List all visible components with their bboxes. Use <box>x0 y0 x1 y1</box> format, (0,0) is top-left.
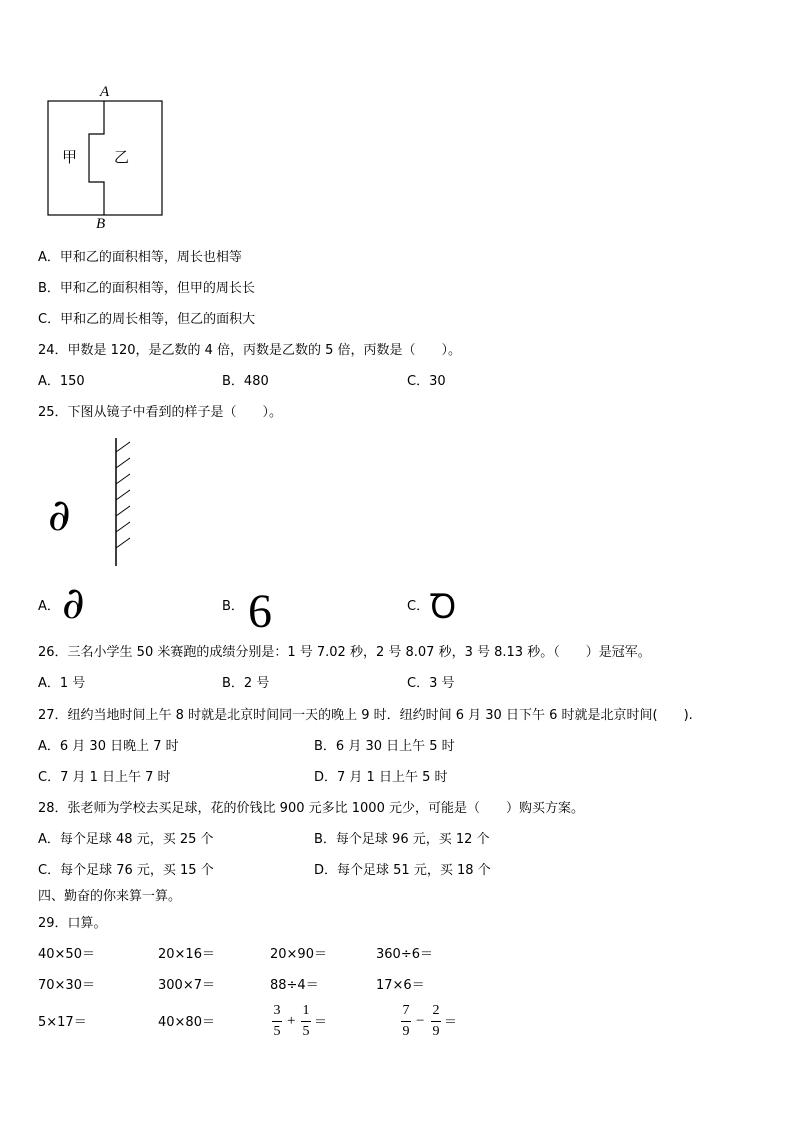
q27-option-b: B．6 月 30 日上午 5 时 <box>314 739 455 754</box>
q26-option-a: A．1 号 <box>38 676 86 691</box>
q24-option-c: C．30 <box>407 374 446 389</box>
numerator: 7 <box>402 1003 410 1018</box>
q28-stem: 28．张老师为学校去买足球，花的价钱比 900 元多比 1000 元少，可能是（ ）购买方案。 <box>38 801 584 816</box>
calc-item: 20×16＝ <box>158 947 215 962</box>
calc-item: 300×7＝ <box>158 978 215 993</box>
q28-option-b: B．每个足球 96 元，买 12 个 <box>314 832 490 847</box>
calc-item: 17×6＝ <box>376 978 425 993</box>
q25-option-b-glyph: 6 <box>248 585 272 638</box>
fraction-bar <box>272 1021 282 1022</box>
q25-option-c-label: C． <box>407 599 430 614</box>
q25-option-b-label: B． <box>222 599 244 614</box>
equals: ＝ <box>444 1015 458 1030</box>
q29-stem: 29．口算。 <box>38 916 107 931</box>
equals: ＝ <box>314 1015 328 1030</box>
calc-item: 88÷4＝ <box>270 978 319 993</box>
calc-item: 40×50＝ <box>38 947 95 962</box>
dividing-line <box>89 101 104 215</box>
q28-option-d: D．每个足球 51 元，买 18 个 <box>314 863 491 878</box>
calc-item: 40×80＝ <box>158 1015 215 1030</box>
calc-item: 360÷6＝ <box>376 947 433 962</box>
numerator: 1 <box>302 1003 310 1018</box>
q27-option-c: C．7 月 1 日上午 7 时 <box>38 770 171 785</box>
q23-option-c: C．甲和乙的周长相等，但乙的面积大 <box>38 312 256 327</box>
mirror-icon <box>112 436 136 568</box>
operator: + <box>287 1013 296 1029</box>
q27-option-a: A．6 月 30 日晚上 7 时 <box>38 739 179 754</box>
label-a: A <box>100 84 110 100</box>
q24-option-b: B．480 <box>222 374 269 389</box>
q24-option-a: A．150 <box>38 374 85 389</box>
q27-option-d: D．7 月 1 日上午 5 时 <box>314 770 448 785</box>
q25-option-c-glyph: Ꝺ <box>430 587 457 627</box>
q25-stem: 25．下图从镜子中看到的样子是（ ）。 <box>38 405 283 420</box>
calc-item: 20×90＝ <box>270 947 327 962</box>
operator: − <box>416 1013 425 1029</box>
denominator: 5 <box>302 1024 310 1039</box>
q25-option-a-label: A． <box>38 599 60 614</box>
q25-figure-glyph: ∂ <box>48 490 71 541</box>
q26-option-c: C．3 号 <box>407 676 455 691</box>
fraction <box>272 1003 282 1040</box>
q23-option-b: B．甲和乙的面积相等，但甲的周长长 <box>38 281 255 296</box>
fraction <box>431 1003 441 1040</box>
region-yi: 乙 <box>114 148 130 166</box>
denominator: 5 <box>273 1024 281 1039</box>
section-4-title: 四、勤奋的你来算一算。 <box>38 889 182 904</box>
q23-option-a: A．甲和乙的面积相等，周长也相等 <box>38 250 242 265</box>
fraction-bar <box>431 1021 441 1022</box>
calc-item: 70×30＝ <box>38 978 95 993</box>
fraction <box>401 1003 411 1040</box>
calc-item: 5×17＝ <box>38 1015 87 1030</box>
denominator: 9 <box>432 1024 440 1039</box>
q28-option-c: C．每个足球 76 元，买 15 个 <box>38 863 214 878</box>
denominator: 9 <box>402 1024 410 1039</box>
q24-stem: 24．甲数是 120，是乙数的 4 倍，丙数是乙数的 5 倍，丙数是（ ）。 <box>38 343 462 358</box>
numerator: 3 <box>273 1003 281 1018</box>
q26-stem: 26．三名小学生 50 米赛跑的成绩分别是：1 号 7.02 秒，2 号 8.07 秒，3 号 8.13 秒。（ ）是冠军。 <box>38 645 651 660</box>
q25-option-a-glyph: ∂ <box>62 578 85 629</box>
fraction-bar <box>301 1021 311 1022</box>
q26-option-b: B．2 号 <box>222 676 270 691</box>
q27-stem: 27．纽约当地时间上午 8 时就是北京时间同一天的晚上 9 时．纽约时间 6 月 30 日下午 6 时就是北京时间( ). <box>38 708 693 723</box>
fraction <box>301 1003 311 1040</box>
label-b: B <box>96 216 106 232</box>
figure-23-diagram <box>40 84 170 234</box>
q28-option-a: A．每个足球 48 元，买 25 个 <box>38 832 214 847</box>
region-jia: 甲 <box>62 148 78 166</box>
numerator: 2 <box>432 1003 440 1018</box>
fraction-bar <box>401 1021 411 1022</box>
